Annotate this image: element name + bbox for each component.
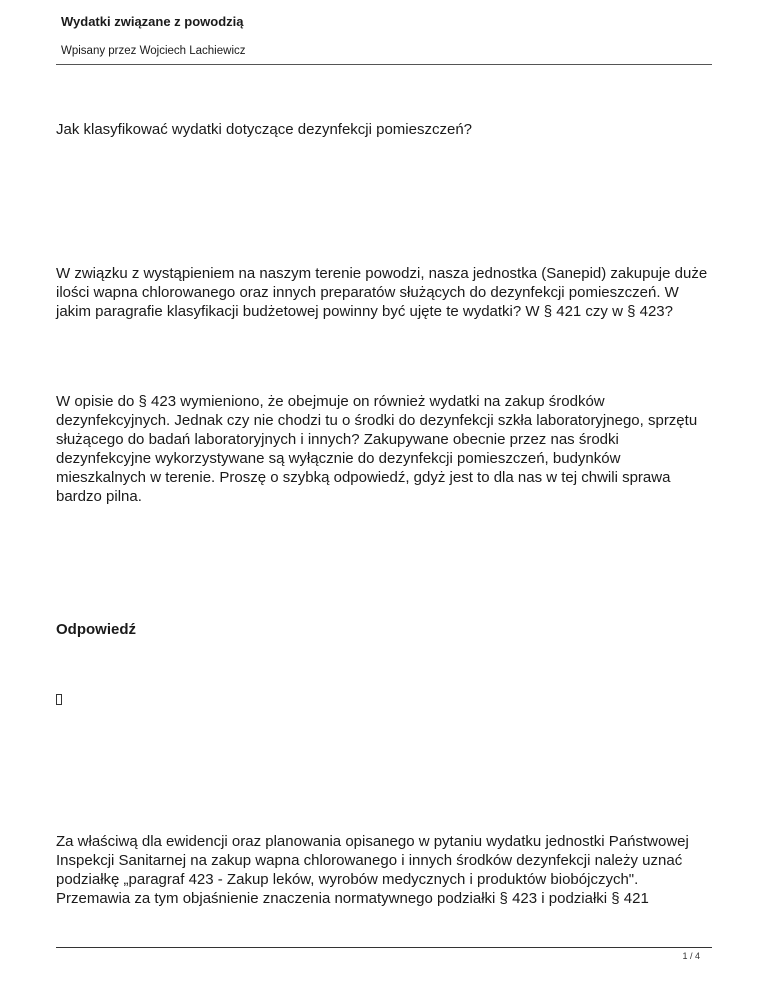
answer-paragraph: Za właściwą dla ewidencji oraz planowania opisanego w pytaniu wydatku jednostki Państwowej Inspekcji Sanitarnej na zakup wapna chlorowanego i innych środków dezynfekcji należy uznać podziałkę „paragraf 423 - Zakup leków, wyrobów medycznych i produktów biobójczych". Przemawia za tym objaśnienie znaczenia normatywnego podziałki § 423 i podziałki § 421 [56,833,689,907]
missing-glyph-icon [56,694,62,705]
page-number: 1 / 4 [682,951,700,961]
question-text: Jak klasyfikować wydatki dotyczące dezynfekcji pomieszczeń? [56,121,473,138]
document-author: Wpisany przez Wojciech Lachiewicz [61,45,246,57]
document-title: Wydatki związane z powodzią [61,14,244,29]
document-header [56,8,712,65]
question-paragraph-2: W opisie do § 423 wymieniono, że obejmuje on również wydatki na zakup środków dezynfekcyjnych. Jednak czy nie chodzi tu o środki do dezynfekcji szkła laboratoryjnego, sprzętu służącego do badań laboratoryjnych i innych? Zakupywane obecnie przez nas środki dezynfekcyjne wykorzystywane są wyłącznie do dezynfekcji pomieszczeń, budynków mieszkalnych w terenie. Proszę o szybką odpowiedź, gdyż jest to dla nas w tej chwili sprawa bardzo pilna. [56,393,698,505]
answer-heading: Odpowiedź [56,621,136,638]
document-footer [56,947,712,961]
question-paragraph-1: W związku z wystąpieniem na naszym terenie powodzi, nasza jednostka (Sanepid) zakupuje duże ilości wapna chlorowanego oraz innych preparatów służących do dezynfekcji pomieszczeń. W jakim paragrafie klasyfikacji budżetowej powinny być ujęte te wydatki? W § 421 czy w § 423? [56,265,708,320]
